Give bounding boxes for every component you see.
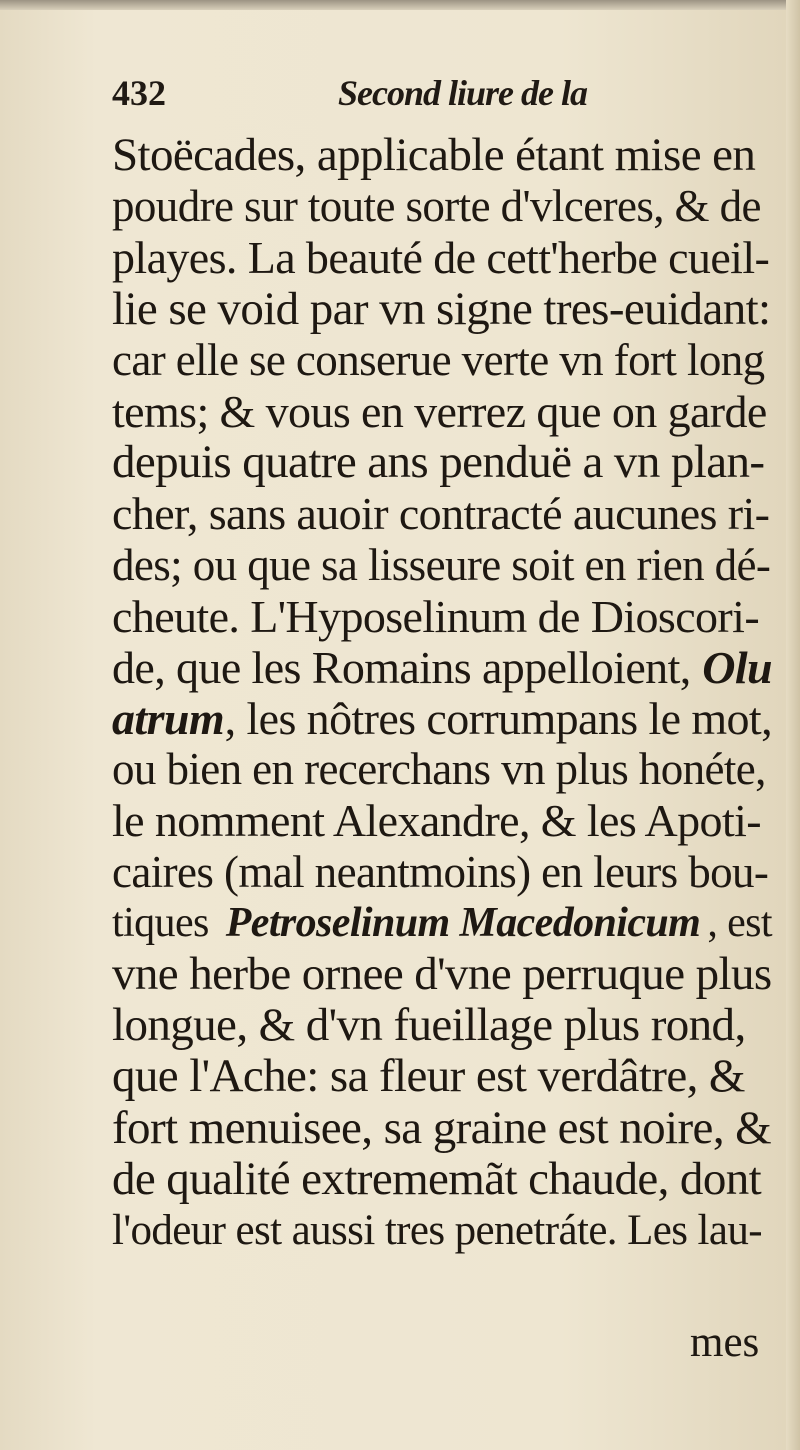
text-line: depuis quatre ans penduë a vn plan- xyxy=(112,436,765,489)
text-line: caires (mal neantmoins) en leurs bou- xyxy=(112,846,769,897)
catchword: mes xyxy=(690,1319,760,1366)
text-line: cheute. L'Hyposelinum de Dioscori- xyxy=(112,590,760,642)
running-head: Second liure de la xyxy=(338,73,587,113)
text-line: cher, sans auoir contracté aucunes ri- xyxy=(112,488,770,540)
text-line: que l'Ache: sa fleur est verdâtre, & xyxy=(112,1050,745,1103)
page-header xyxy=(112,72,672,122)
text-line: car elle se conserue verte vn fort long xyxy=(112,334,765,385)
page-top-edge xyxy=(0,0,800,10)
italic-term: atrum xyxy=(112,693,225,745)
text-line: playes. La beauté de cett'herbe cueil- xyxy=(112,232,770,284)
page-gutter-edge xyxy=(786,0,800,1450)
text-line: Stoëcades, applicable étant mise en xyxy=(112,129,756,181)
text-line: poudre sur toute sorte d'vlceres, & de xyxy=(112,181,761,232)
text-line: l'odeur est aussi tres penetráte. Les lau- xyxy=(112,1206,762,1254)
text-line: tems; & vous en verrez que on garde xyxy=(112,385,767,437)
text-line: de qualité extrememãt chaude, dont xyxy=(112,1152,762,1205)
italic-term: Petroselinum Macedonicum xyxy=(225,899,701,946)
page-number: 432 xyxy=(112,73,166,113)
text-line: fort menuisee, sa graine est noire, & xyxy=(112,1101,772,1154)
text-line: des; ou que sa lisseure soit en rien dé- xyxy=(112,539,771,590)
text-line: le nomment Alexandre, & les Apoti- xyxy=(112,795,762,847)
body-text xyxy=(112,130,772,1256)
text-line: longue, & d'vn fueillage plus rond, xyxy=(112,999,746,1052)
text-line: de, que les Romains appelloient, Olu xyxy=(112,641,772,693)
text-line: atrum , les nôtres corrumpans le mot, xyxy=(112,693,772,745)
text-line: ou bien en recerchans vn plus honéte, xyxy=(112,744,766,795)
italic-term: Olu xyxy=(702,641,772,693)
text-line: vne herbe ornee d'vne perruque plus xyxy=(112,948,772,1000)
text-line: tiques Petroselinum Macedonicum , est xyxy=(112,898,772,949)
text-line: lie se void par vn signe tres-euidant: xyxy=(112,282,771,335)
